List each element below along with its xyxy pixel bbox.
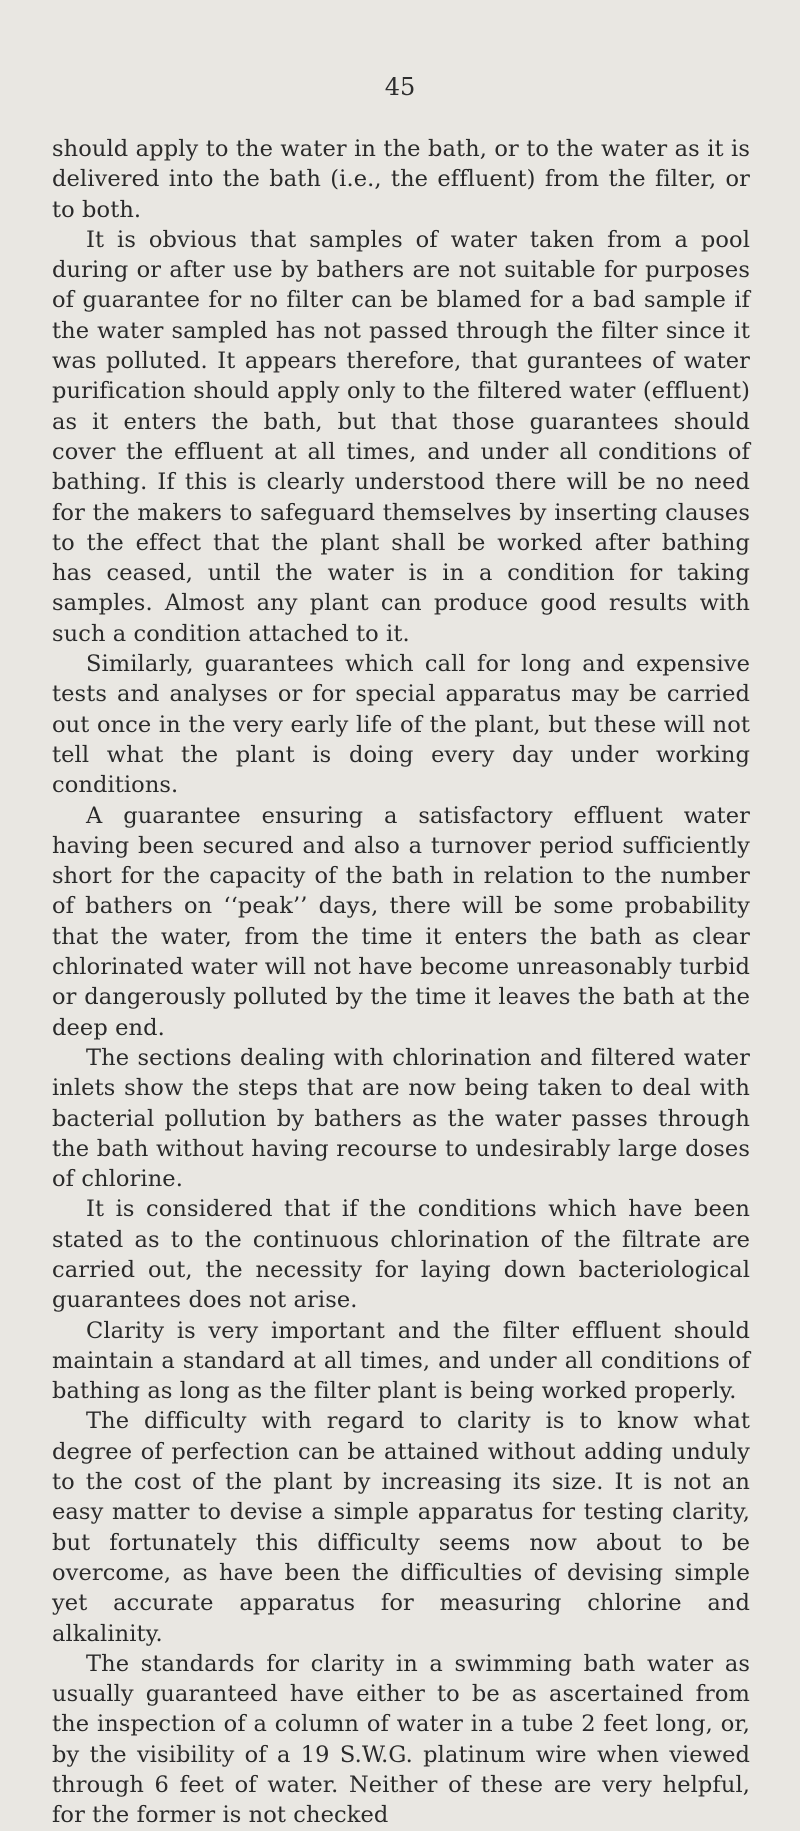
paragraph: It is obvious that samples of water taken from a pool during or after use by bathers are not suitable for purposes of guarantee for no filter can be blamed for a bad sample if the water sampled has not passed through the filter since it was polluted. It appears therefore, that gurantees of water purification should apply only to the filtered water (effluent) as it enters the bath, but that those guarantees should cover the effluent at all times, and under all conditions of bathing. If this is clearly understood there will be no need for the makers to safeguard themselves by inserting clauses to the effect that the plant shall be worked after bathing has ceased, until the water is in a condition for taking samples. Almost any plant can produce good results with such a condition attached to it.	[52, 226, 750, 647]
paragraph: Clarity is very important and the filter effluent should maintain a standard at all times, and under all conditions of bathing as long as the filter plant is being worked properly.	[52, 1317, 750, 1405]
body-text	[52, 134, 750, 1831]
paragraph: should apply to the water in the bath, or to the water as it is delivered into the bath (i.e., the effluent) from the filter, or to both.	[52, 136, 750, 223]
paragraph: The difficulty with regard to clarity is to know what degree of perfection can be attained without adding unduly to the cost of the plant by increasing its size. It is not an easy matter to devise a simple apparatus for testing clarity, but fortunately this difficulty seems now about to be overcome, as have been the difficulties of devising simple yet accurate apparatus for measuring chlorine and alkalinity.	[52, 1408, 750, 1647]
paragraph: It is considered that if the conditions which have been stated as to the continuous chlorination of the filtrate are carried out, the necessity for laying down bacteriological guarantees does not arise.	[52, 1196, 750, 1314]
paragraph: The standards for clarity in a swimming bath water as usually guaranteed have either to be as ascertained from the inspection of a column of water in a tube 2 feet long, or, by the visibility of a 19 S.W.G. platinum wire when viewed through 6 feet of water. Neither of these are very helpful, for the former is not checked	[52, 1650, 750, 1829]
paragraph: The sections dealing with chlorination and filtered water inlets show the steps that are now being taken to deal with bacterial pollution by bathers as the water passes through the bath without having recourse to undesirably large doses of chlorine.	[52, 1044, 750, 1193]
paragraph: Similarly, guarantees which call for long and expensive tests and analyses or for special apparatus may be carried out once in the very early life of the plant, but these will not tell what the plant is doing every day under working conditions.	[52, 651, 750, 799]
paragraph: A guarantee ensuring a satisfactory effluent water having been secured and also a turnover period sufficiently short for the capacity of the bath in relation to the number of bathers on ‘‘peak’’ days, there will be some probability that the water, from the time it enters the bath as clear chlorinated water will not have become unreasonably turbid or dangerously polluted by the time it leaves the bath at the deep end.	[52, 802, 750, 1041]
page-number: 45	[384, 73, 416, 101]
